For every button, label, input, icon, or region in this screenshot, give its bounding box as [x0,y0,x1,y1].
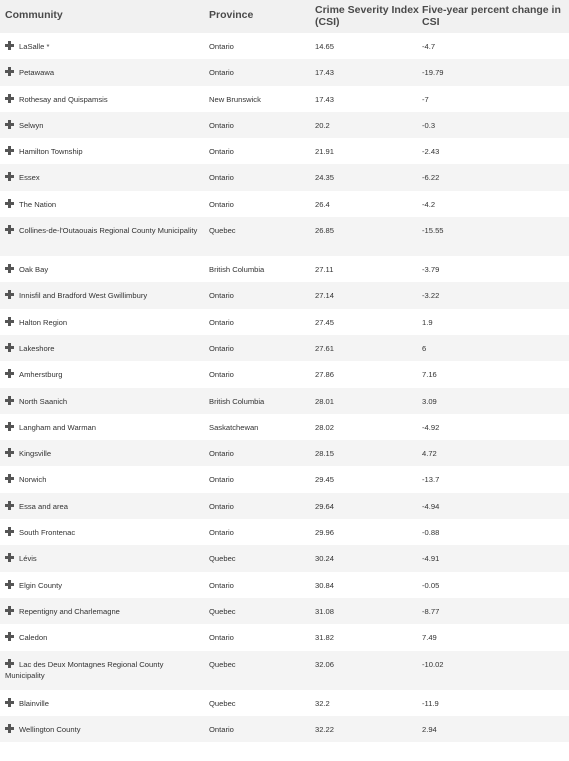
province-cell: Quebec [209,226,236,236]
community-cell[interactable] [5,146,200,157]
community-cell[interactable] [5,396,200,407]
expand-plus-icon[interactable] [5,553,14,562]
province-cell: British Columbia [209,265,265,275]
csi-cell: 27.45 [315,317,335,327]
province-cell: Ontario [209,173,234,183]
table-row[interactable] [0,361,569,387]
csi-cell: 32.06 [315,659,335,669]
table-row[interactable] [0,309,569,335]
csi-cell: 26.85 [315,226,335,236]
table-row[interactable] [0,651,569,690]
table-row[interactable] [0,388,569,414]
community-cell[interactable] [5,199,200,210]
community-cell[interactable] [5,172,200,183]
expand-plus-icon[interactable] [5,317,14,326]
community-name: Rothesay and Quispamsis [19,94,108,104]
community-name: Langham and Warman [19,422,96,432]
header-province[interactable]: Province [209,9,254,21]
table-row[interactable] [0,138,569,164]
province-cell: Ontario [209,147,234,157]
province-cell: Ontario [209,370,234,380]
community-name: Amherstburg [19,370,63,380]
community-name: North Saanich [19,396,68,406]
expand-plus-icon[interactable] [5,343,14,352]
change-cell: -4.92 [422,422,440,432]
province-cell: Quebec [209,606,236,616]
province-cell: British Columbia [209,396,265,406]
table-row[interactable] [0,86,569,112]
expand-plus-icon[interactable] [5,580,14,589]
community-name: Hamilton Township [19,147,83,157]
community-cell[interactable] [5,317,200,328]
csi-cell: 31.08 [315,606,335,616]
community-cell[interactable] [5,343,200,354]
expand-plus-icon[interactable] [5,172,14,181]
table-row[interactable] [0,59,569,85]
change-cell: -3.22 [422,291,440,301]
expand-plus-icon[interactable] [5,41,14,50]
community-cell[interactable] [5,225,200,236]
community-name: Essa and area [19,501,68,511]
province-cell: New Brunswick [209,94,261,104]
table-row[interactable] [0,164,569,190]
province-cell: Quebec [209,659,236,669]
expand-plus-icon[interactable] [5,724,14,733]
expand-plus-icon[interactable] [5,659,14,668]
community-name: Wellington County [19,724,81,734]
table-row[interactable] [0,493,569,519]
table-row[interactable] [0,414,569,440]
change-cell: -0.3 [422,120,436,130]
community-name: Lévis [19,554,37,564]
csi-cell: 28.15 [315,449,335,459]
expand-plus-icon[interactable] [5,632,14,641]
change-cell: -4.91 [422,554,440,564]
change-cell: -0.88 [422,528,440,538]
change-cell: -7 [422,94,429,104]
csi-cell: 30.24 [315,554,335,564]
expand-plus-icon[interactable] [5,501,14,510]
change-cell: -15.55 [422,226,444,236]
table-row[interactable] [0,545,569,571]
community-name: South Frontenac [19,528,76,538]
community-cell[interactable] [5,264,200,275]
expand-plus-icon[interactable] [5,225,14,234]
province-cell: Ontario [209,724,234,734]
expand-plus-icon[interactable] [5,120,14,129]
table-row[interactable] [0,598,569,624]
community-cell[interactable] [5,659,200,681]
change-cell: -13.7 [422,475,440,485]
csi-cell: 29.64 [315,501,335,511]
table-body [0,33,569,742]
community-name: Halton Region [19,317,68,327]
community-cell[interactable] [5,553,200,564]
csi-cell: 20.2 [315,120,330,130]
community-name: Oak Bay [19,265,49,275]
table-row[interactable] [0,33,569,59]
community-name: Innisfil and Bradford West Gwillimbury [19,291,148,301]
expand-plus-icon[interactable] [5,396,14,405]
community-name: Lac des Deux Montagnes Regional County Municipality [5,659,164,680]
csi-cell: 27.61 [315,343,335,353]
csi-cell: 14.65 [315,42,335,51]
province-cell: Ontario [209,68,234,78]
table-row[interactable] [0,217,569,256]
community-cell[interactable] [5,606,200,617]
community-name: Lakeshore [19,343,55,353]
province-cell: Ontario [209,199,234,209]
csi-cell: 29.45 [315,475,335,485]
change-cell: 4.72 [422,449,437,459]
csi-cell: 27.14 [315,291,335,301]
csi-cell: 27.86 [315,370,335,380]
header-community[interactable]: Community [5,9,63,21]
community-cell[interactable] [5,724,200,735]
change-cell: -4.94 [422,501,440,511]
community-cell[interactable] [5,369,200,380]
csi-cell: 29.96 [315,528,335,538]
change-cell: -2.43 [422,147,440,157]
header-csi[interactable]: Crime Severity Index (CSI) [315,4,419,28]
csi-cell: 31.82 [315,633,335,643]
change-cell: -19.79 [422,68,444,78]
expand-plus-icon[interactable] [5,146,14,155]
csi-cell: 26.4 [315,199,330,209]
expand-plus-icon[interactable] [5,67,14,76]
community-name: Blainville [19,698,49,708]
community-cell[interactable] [5,632,200,643]
change-cell: -3.79 [422,265,440,275]
change-cell: -11.9 [422,698,439,708]
community-cell[interactable] [5,41,200,52]
table-row[interactable] [0,572,569,598]
change-cell: -8.77 [422,606,440,616]
community-name: Norwich [19,475,47,485]
province-cell: Quebec [209,554,236,564]
table-row[interactable] [0,191,569,217]
csi-cell: 32.2 [315,698,330,708]
expand-plus-icon[interactable] [5,199,14,208]
expand-plus-icon[interactable] [5,527,14,536]
community-name: Caledon [19,633,48,643]
community-name: Elgin County [19,580,63,590]
province-cell: Ontario [209,501,234,511]
table-row[interactable] [0,519,569,545]
csi-cell: 17.43 [315,94,335,104]
table-row[interactable] [0,256,569,282]
table-row[interactable] [0,466,569,492]
expand-plus-icon[interactable] [5,94,14,103]
change-cell: -4.7 [422,42,436,51]
community-name: Petawawa [19,68,55,78]
community-name: Collines-de-l'Outaouais Regional County Municipality [19,226,198,236]
expand-plus-icon[interactable] [5,474,14,483]
province-cell: Ontario [209,291,234,301]
table-row[interactable] [0,282,569,308]
change-cell: 2.94 [422,724,437,734]
community-cell[interactable] [5,501,200,512]
community-name: Repentigny and Charlemagne [19,606,120,616]
community-cell[interactable] [5,448,200,459]
province-cell: Ontario [209,580,234,590]
province-cell: Ontario [209,475,234,485]
province-cell: Ontario [209,42,234,51]
change-cell: -6.22 [422,173,440,183]
table-header [0,0,569,33]
community-name: Selwyn [19,120,44,130]
province-cell: Ontario [209,317,234,327]
province-cell: Ontario [209,633,234,643]
community-cell[interactable] [5,527,200,538]
expand-plus-icon[interactable] [5,264,14,273]
community-cell[interactable] [5,580,200,591]
community-cell[interactable] [5,422,200,433]
expand-plus-icon[interactable] [5,290,14,299]
csi-cell: 28.02 [315,422,335,432]
change-cell: 3.09 [422,396,437,406]
csi-cell: 27.11 [315,265,334,275]
province-cell: Ontario [209,343,234,353]
expand-plus-icon[interactable] [5,422,14,431]
community-name: Essex [19,173,40,183]
expand-plus-icon[interactable] [5,698,14,707]
province-cell: Quebec [209,698,236,708]
community-name: LaSalle * [19,42,50,51]
community-name: Kingsville [19,449,52,459]
community-cell[interactable] [5,120,200,131]
expand-plus-icon[interactable] [5,606,14,615]
change-cell: 7.16 [422,370,437,380]
change-cell: -0.05 [422,580,440,590]
header-five-year-change[interactable]: Five-year percent change in CSI [422,4,561,28]
csi-cell: 30.84 [315,580,335,590]
community-cell[interactable] [5,474,200,485]
province-cell: Ontario [209,528,234,538]
change-cell: 7.49 [422,633,437,643]
community-cell[interactable] [5,290,200,301]
province-cell: Ontario [209,449,234,459]
change-cell: -10.02 [422,659,444,669]
community-name: The Nation [19,199,57,209]
csi-cell: 24.35 [315,173,335,183]
csi-cell: 28.01 [315,396,335,406]
province-cell: Ontario [209,120,234,130]
table-row[interactable] [0,624,569,650]
change-cell: -4.2 [422,199,436,209]
expand-plus-icon[interactable] [5,448,14,457]
table-row[interactable] [0,335,569,361]
community-cell[interactable] [5,698,200,709]
community-cell[interactable] [5,67,200,78]
table-row[interactable] [0,112,569,138]
table-row[interactable] [0,690,569,716]
change-cell: 6 [422,343,427,353]
table-row[interactable] [0,716,569,742]
expand-plus-icon[interactable] [5,369,14,378]
csi-cell: 17.43 [315,68,335,78]
community-cell[interactable] [5,94,200,105]
csi-cell: 21.91 [315,147,335,157]
csi-cell: 32.22 [315,724,335,734]
province-cell: Saskatchewan [209,422,259,432]
table-row[interactable] [0,440,569,466]
change-cell: 1.9 [422,317,433,327]
